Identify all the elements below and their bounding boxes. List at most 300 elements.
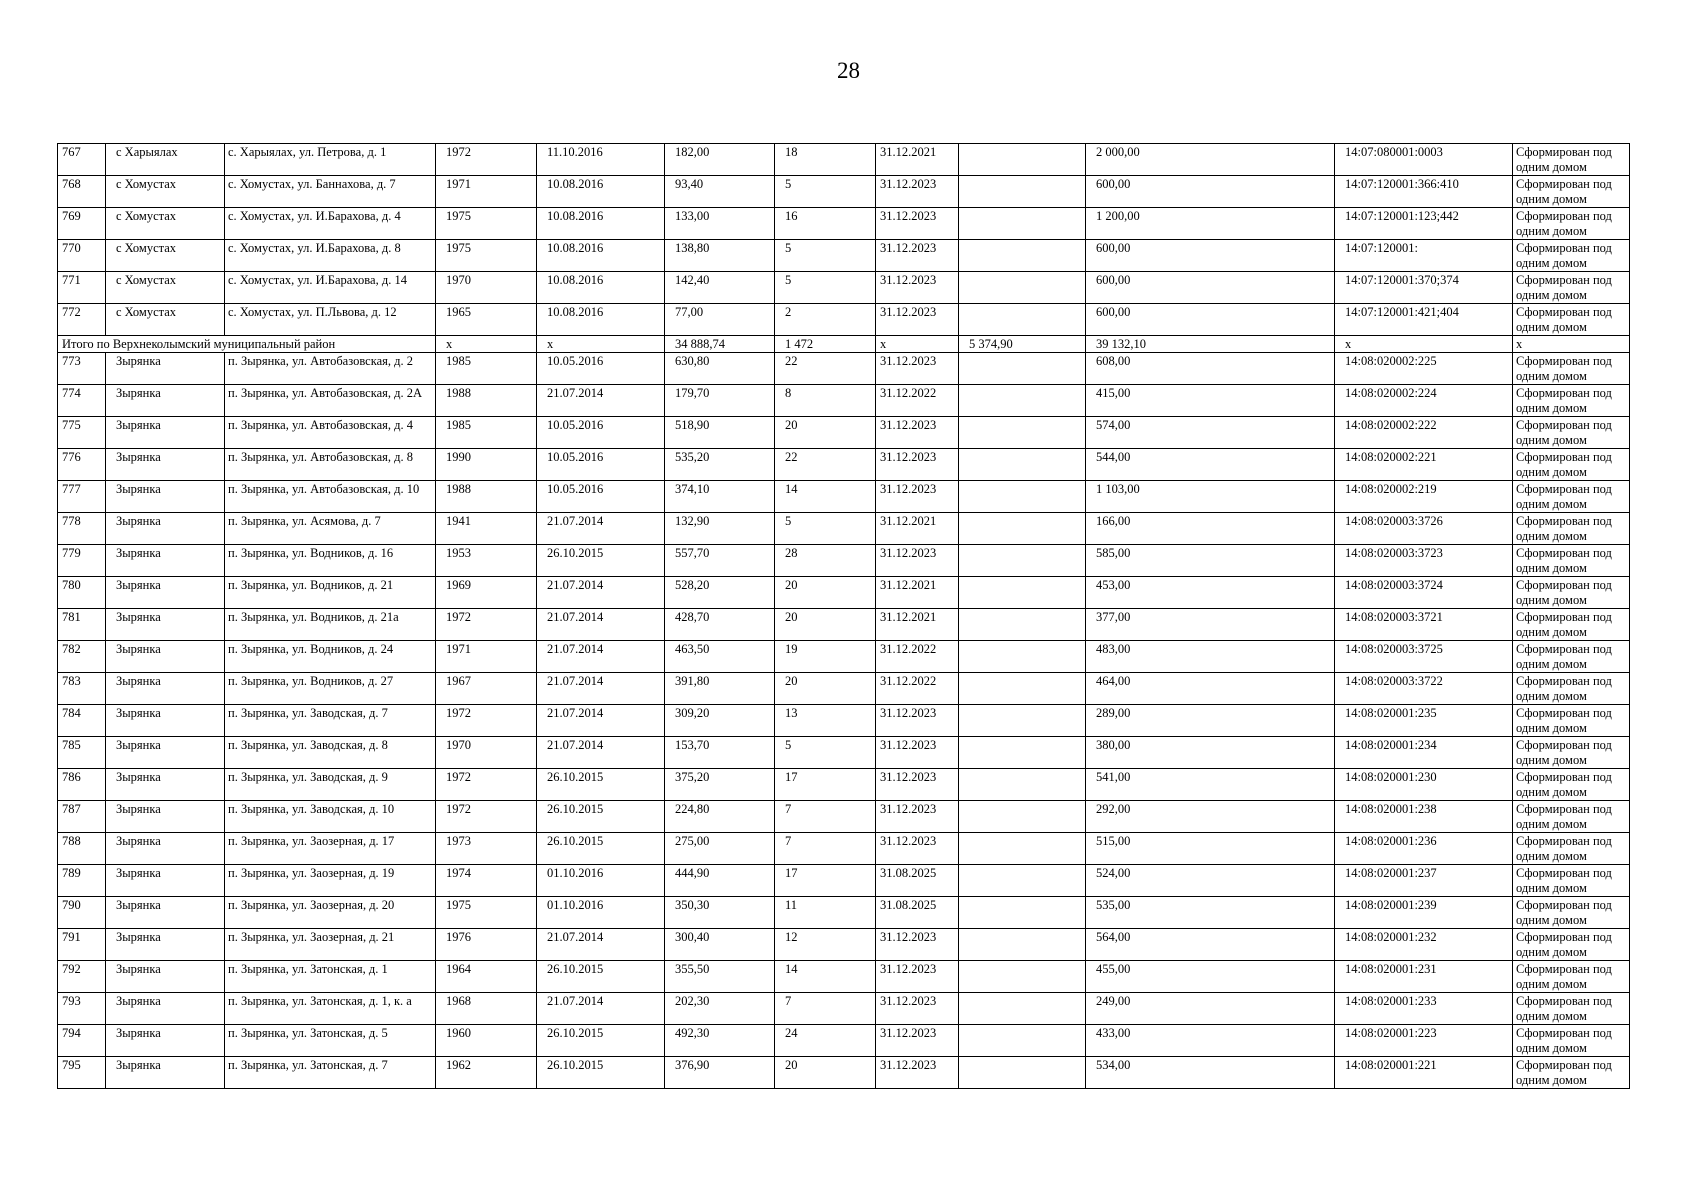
land-total-cell: 574,00 (1086, 417, 1335, 449)
cadastral-number-cell: 14:08:020003:3721 (1335, 609, 1513, 641)
table-row (58, 176, 1630, 208)
status-cell: Сформирован под одним домом (1513, 144, 1630, 176)
build-year-cell: 1976 (436, 929, 537, 961)
land-total-cell: 2 000,00 (1086, 144, 1335, 176)
table-row (58, 304, 1630, 336)
recognition-date-cell: 21.07.2014 (537, 385, 665, 417)
residents-cell: 11 (775, 897, 876, 929)
build-year-cell: 1972 (436, 705, 537, 737)
build-year-cell: 1970 (436, 737, 537, 769)
status-cell: Сформирован под одним домом (1513, 1057, 1630, 1089)
recognition-date-cell: 10.05.2016 (537, 417, 665, 449)
land-area-cell (959, 353, 1086, 385)
status-cell: Сформирован под одним домом (1513, 208, 1630, 240)
total-recognition-date-cell: x (537, 336, 665, 353)
land-area-cell (959, 1057, 1086, 1089)
table-row (58, 641, 1630, 673)
status-cell: Сформирован под одним домом (1513, 577, 1630, 609)
status-cell: Сформирован под одним домом (1513, 769, 1630, 801)
address-cell: п. Зырянка, ул. Автобазовская, д. 2 (225, 353, 436, 385)
locality-cell: Зырянка (106, 833, 225, 865)
build-year-cell: 1975 (436, 897, 537, 929)
table-row (58, 929, 1630, 961)
status-cell: Сформирован под одним домом (1513, 833, 1630, 865)
resettlement-deadline-cell: 31.12.2021 (876, 513, 959, 545)
status-cell: Сформирован под одним домом (1513, 705, 1630, 737)
area-cell: 630,80 (665, 353, 775, 385)
area-cell: 375,20 (665, 769, 775, 801)
registry-body (58, 144, 1630, 1089)
resettlement-deadline-cell: 31.12.2023 (876, 353, 959, 385)
resettlement-deadline-cell: 31.12.2023 (876, 993, 959, 1025)
locality-cell: Зырянка (106, 481, 225, 513)
land-area-cell (959, 176, 1086, 208)
table-row (58, 769, 1630, 801)
residents-cell: 20 (775, 1057, 876, 1089)
address-cell: п. Зырянка, ул. Водников, д. 21 (225, 577, 436, 609)
table-row (58, 353, 1630, 385)
build-year-cell: 1970 (436, 272, 537, 304)
locality-cell: Зырянка (106, 513, 225, 545)
residents-cell: 17 (775, 865, 876, 897)
build-year-cell: 1990 (436, 449, 537, 481)
resettlement-deadline-cell: 31.12.2021 (876, 609, 959, 641)
build-year-cell: 1941 (436, 513, 537, 545)
recognition-date-cell: 21.07.2014 (537, 513, 665, 545)
locality-cell: Зырянка (106, 865, 225, 897)
table-row (58, 993, 1630, 1025)
land-total-cell: 289,00 (1086, 705, 1335, 737)
row-number-cell: 785 (58, 737, 106, 769)
residents-cell: 20 (775, 577, 876, 609)
resettlement-deadline-cell: 31.12.2023 (876, 1025, 959, 1057)
row-number-cell: 794 (58, 1025, 106, 1057)
land-total-cell: 515,00 (1086, 833, 1335, 865)
cadastral-number-cell: 14:08:020003:3724 (1335, 577, 1513, 609)
row-number-cell: 779 (58, 545, 106, 577)
status-cell: Сформирован под одним домом (1513, 897, 1630, 929)
residents-cell: 12 (775, 929, 876, 961)
table-row (58, 513, 1630, 545)
cadastral-number-cell: 14:08:020002:219 (1335, 481, 1513, 513)
table-row (58, 385, 1630, 417)
recognition-date-cell: 10.05.2016 (537, 449, 665, 481)
land-area-cell (959, 513, 1086, 545)
resettlement-deadline-cell: 31.12.2022 (876, 673, 959, 705)
resettlement-deadline-cell: 31.12.2021 (876, 577, 959, 609)
table-row (58, 208, 1630, 240)
build-year-cell: 1953 (436, 545, 537, 577)
row-number-cell: 790 (58, 897, 106, 929)
resettlement-deadline-cell: 31.12.2023 (876, 208, 959, 240)
recognition-date-cell: 26.10.2015 (537, 833, 665, 865)
recognition-date-cell: 10.08.2016 (537, 208, 665, 240)
status-cell: Сформирован под одним домом (1513, 865, 1630, 897)
land-area-cell (959, 673, 1086, 705)
area-cell: 374,10 (665, 481, 775, 513)
table-row (58, 1057, 1630, 1089)
recognition-date-cell: 10.05.2016 (537, 353, 665, 385)
area-cell: 93,40 (665, 176, 775, 208)
land-area-cell (959, 929, 1086, 961)
land-total-cell: 524,00 (1086, 865, 1335, 897)
land-area-cell (959, 449, 1086, 481)
recognition-date-cell: 10.08.2016 (537, 304, 665, 336)
total-land-area-cell: 5 374,90 (959, 336, 1086, 353)
area-cell: 138,80 (665, 240, 775, 272)
area-cell: 133,00 (665, 208, 775, 240)
cadastral-number-cell: 14:08:020001:232 (1335, 929, 1513, 961)
residents-cell: 7 (775, 801, 876, 833)
residents-cell: 28 (775, 545, 876, 577)
status-cell: Сформирован под одним домом (1513, 272, 1630, 304)
locality-cell: Зырянка (106, 609, 225, 641)
row-number-cell: 780 (58, 577, 106, 609)
status-cell: Сформирован под одним домом (1513, 353, 1630, 385)
address-cell: п. Зырянка, ул. Заводская, д. 9 (225, 769, 436, 801)
land-area-cell (959, 897, 1086, 929)
row-number-cell: 788 (58, 833, 106, 865)
build-year-cell: 1972 (436, 801, 537, 833)
locality-cell: Зырянка (106, 993, 225, 1025)
area-cell: 376,90 (665, 1057, 775, 1089)
cadastral-number-cell: 14:08:020001:235 (1335, 705, 1513, 737)
address-cell: с. Хомустах, ул. И.Барахова, д. 14 (225, 272, 436, 304)
status-cell: Сформирован под одним домом (1513, 929, 1630, 961)
status-cell: Сформирован под одним домом (1513, 176, 1630, 208)
area-cell: 202,30 (665, 993, 775, 1025)
resettlement-deadline-cell: 31.12.2023 (876, 929, 959, 961)
land-area-cell (959, 1025, 1086, 1057)
build-year-cell: 1988 (436, 481, 537, 513)
table-row (58, 240, 1630, 272)
resettlement-deadline-cell: 31.12.2023 (876, 481, 959, 513)
build-year-cell: 1975 (436, 240, 537, 272)
row-number-cell: 773 (58, 353, 106, 385)
cadastral-number-cell: 14:08:020001:223 (1335, 1025, 1513, 1057)
area-cell: 492,30 (665, 1025, 775, 1057)
build-year-cell: 1967 (436, 673, 537, 705)
locality-cell: Зырянка (106, 545, 225, 577)
row-number-cell: 770 (58, 240, 106, 272)
address-cell: п. Зырянка, ул. Заозерная, д. 19 (225, 865, 436, 897)
total-build-year-cell: x (436, 336, 537, 353)
resettlement-deadline-cell: 31.12.2023 (876, 240, 959, 272)
status-cell: Сформирован под одним домом (1513, 449, 1630, 481)
residents-cell: 5 (775, 240, 876, 272)
residents-cell: 7 (775, 833, 876, 865)
status-cell: Сформирован под одним домом (1513, 641, 1630, 673)
land-area-cell (959, 240, 1086, 272)
residents-cell: 17 (775, 769, 876, 801)
locality-cell: Зырянка (106, 705, 225, 737)
build-year-cell: 1974 (436, 865, 537, 897)
residents-cell: 8 (775, 385, 876, 417)
address-cell: п. Зырянка, ул. Затонская, д. 1, к. а (225, 993, 436, 1025)
address-cell: п. Зырянка, ул. Водников, д. 27 (225, 673, 436, 705)
land-area-cell (959, 865, 1086, 897)
land-total-cell: 534,00 (1086, 1057, 1335, 1089)
status-cell: Сформирован под одним домом (1513, 240, 1630, 272)
status-cell: Сформирован под одним домом (1513, 737, 1630, 769)
table-row (58, 577, 1630, 609)
area-cell: 528,20 (665, 577, 775, 609)
build-year-cell: 1985 (436, 353, 537, 385)
cadastral-number-cell: 14:08:020003:3723 (1335, 545, 1513, 577)
resettlement-deadline-cell: 31.12.2023 (876, 833, 959, 865)
residents-cell: 16 (775, 208, 876, 240)
land-area-cell (959, 577, 1086, 609)
recognition-date-cell: 21.07.2014 (537, 737, 665, 769)
table-row (58, 961, 1630, 993)
row-number-cell: 781 (58, 609, 106, 641)
cadastral-number-cell: 14:08:020003:3722 (1335, 673, 1513, 705)
status-cell: Сформирован под одним домом (1513, 993, 1630, 1025)
recognition-date-cell: 26.10.2015 (537, 769, 665, 801)
resettlement-deadline-cell: 31.12.2023 (876, 769, 959, 801)
area-cell: 309,20 (665, 705, 775, 737)
recognition-date-cell: 21.07.2014 (537, 929, 665, 961)
total-area-cell: 34 888,74 (665, 336, 775, 353)
total-resettlement-deadline-cell: x (876, 336, 959, 353)
residents-cell: 20 (775, 609, 876, 641)
build-year-cell: 1968 (436, 993, 537, 1025)
area-cell: 179,70 (665, 385, 775, 417)
address-cell: п. Зырянка, ул. Затонская, д. 1 (225, 961, 436, 993)
residents-cell: 20 (775, 673, 876, 705)
build-year-cell: 1960 (436, 1025, 537, 1057)
cadastral-number-cell: 14:07:120001: (1335, 240, 1513, 272)
table-row (58, 1025, 1630, 1057)
resettlement-deadline-cell: 31.08.2025 (876, 865, 959, 897)
row-number-cell: 776 (58, 449, 106, 481)
address-cell: с. Хомустах, ул. И.Барахова, д. 4 (225, 208, 436, 240)
locality-cell: Зырянка (106, 1025, 225, 1057)
cadastral-number-cell: 14:08:020001:231 (1335, 961, 1513, 993)
land-total-cell: 433,00 (1086, 1025, 1335, 1057)
cadastral-number-cell: 14:08:020003:3725 (1335, 641, 1513, 673)
table-row (58, 833, 1630, 865)
recognition-date-cell: 10.08.2016 (537, 272, 665, 304)
cadastral-number-cell: 14:08:020002:225 (1335, 353, 1513, 385)
resettlement-deadline-cell: 31.12.2021 (876, 144, 959, 176)
residents-cell: 5 (775, 272, 876, 304)
area-cell: 350,30 (665, 897, 775, 929)
row-number-cell: 771 (58, 272, 106, 304)
residents-cell: 19 (775, 641, 876, 673)
total-residents-cell: 1 472 (775, 336, 876, 353)
land-area-cell (959, 545, 1086, 577)
locality-cell: Зырянка (106, 897, 225, 929)
locality-cell: Зырянка (106, 929, 225, 961)
resettlement-deadline-cell: 31.12.2022 (876, 641, 959, 673)
land-total-cell: 166,00 (1086, 513, 1335, 545)
resettlement-deadline-cell: 31.12.2023 (876, 705, 959, 737)
table-row (58, 737, 1630, 769)
locality-cell: с Хомустах (106, 272, 225, 304)
address-cell: п. Зырянка, ул. Автобазовская, д. 8 (225, 449, 436, 481)
residents-cell: 18 (775, 144, 876, 176)
recognition-date-cell: 21.07.2014 (537, 993, 665, 1025)
land-total-cell: 483,00 (1086, 641, 1335, 673)
residents-cell: 13 (775, 705, 876, 737)
table-row (58, 865, 1630, 897)
address-cell: п. Зырянка, ул. Водников, д. 16 (225, 545, 436, 577)
locality-cell: Зырянка (106, 769, 225, 801)
cadastral-number-cell: 14:08:020001:238 (1335, 801, 1513, 833)
residents-cell: 22 (775, 449, 876, 481)
build-year-cell: 1988 (436, 385, 537, 417)
land-area-cell (959, 801, 1086, 833)
status-cell: Сформирован под одним домом (1513, 481, 1630, 513)
resettlement-deadline-cell: 31.12.2023 (876, 801, 959, 833)
address-cell: с. Хомустах, ул. П.Львова, д. 12 (225, 304, 436, 336)
land-total-cell: 535,00 (1086, 897, 1335, 929)
address-cell: п. Зырянка, ул. Заозерная, д. 20 (225, 897, 436, 929)
recognition-date-cell: 10.08.2016 (537, 176, 665, 208)
status-cell: Сформирован под одним домом (1513, 304, 1630, 336)
status-cell: Сформирован под одним домом (1513, 801, 1630, 833)
locality-cell: с Харыялах (106, 144, 225, 176)
recognition-date-cell: 26.10.2015 (537, 1025, 665, 1057)
row-number-cell: 778 (58, 513, 106, 545)
row-number-cell: 772 (58, 304, 106, 336)
area-cell: 463,50 (665, 641, 775, 673)
status-cell: Сформирован под одним домом (1513, 417, 1630, 449)
area-cell: 300,40 (665, 929, 775, 961)
locality-cell: с Хомустах (106, 208, 225, 240)
address-cell: п. Зырянка, ул. Затонская, д. 5 (225, 1025, 436, 1057)
cadastral-number-cell: 14:07:120001:421;404 (1335, 304, 1513, 336)
recognition-date-cell: 10.08.2016 (537, 240, 665, 272)
total-row (58, 336, 1630, 353)
table-row (58, 481, 1630, 513)
land-total-cell: 600,00 (1086, 176, 1335, 208)
area-cell: 132,90 (665, 513, 775, 545)
address-cell: п. Зырянка, ул. Заводская, д. 10 (225, 801, 436, 833)
build-year-cell: 1975 (436, 208, 537, 240)
land-area-cell (959, 304, 1086, 336)
land-total-cell: 453,00 (1086, 577, 1335, 609)
address-cell: п. Зырянка, ул. Асямова, д. 7 (225, 513, 436, 545)
area-cell: 355,50 (665, 961, 775, 993)
status-cell: Сформирован под одним домом (1513, 545, 1630, 577)
total-status-cell: x (1513, 336, 1630, 353)
total-label: Итого по Верхнеколымский муниципальный район (58, 336, 436, 353)
address-cell: с. Харыялах, ул. Петрова, д. 1 (225, 144, 436, 176)
locality-cell: Зырянка (106, 1057, 225, 1089)
land-area-cell (959, 961, 1086, 993)
recognition-date-cell: 26.10.2015 (537, 801, 665, 833)
locality-cell: Зырянка (106, 961, 225, 993)
status-cell: Сформирован под одним домом (1513, 385, 1630, 417)
residents-cell: 7 (775, 993, 876, 1025)
land-total-cell: 544,00 (1086, 449, 1335, 481)
land-area-cell (959, 769, 1086, 801)
area-cell: 224,80 (665, 801, 775, 833)
recognition-date-cell: 10.05.2016 (537, 481, 665, 513)
locality-cell: Зырянка (106, 353, 225, 385)
row-number-cell: 782 (58, 641, 106, 673)
residents-cell: 5 (775, 176, 876, 208)
address-cell: с. Хомустах, ул. Баннахова, д. 7 (225, 176, 436, 208)
resettlement-deadline-cell: 31.08.2025 (876, 897, 959, 929)
residents-cell: 14 (775, 481, 876, 513)
residents-cell: 22 (775, 353, 876, 385)
land-total-cell: 1 200,00 (1086, 208, 1335, 240)
recognition-date-cell: 21.07.2014 (537, 577, 665, 609)
table-row (58, 449, 1630, 481)
build-year-cell: 1962 (436, 1057, 537, 1089)
locality-cell: с Хомустах (106, 176, 225, 208)
locality-cell: Зырянка (106, 449, 225, 481)
recognition-date-cell: 26.10.2015 (537, 545, 665, 577)
address-cell: п. Зырянка, ул. Заводская, д. 7 (225, 705, 436, 737)
build-year-cell: 1964 (436, 961, 537, 993)
land-total-cell: 1 103,00 (1086, 481, 1335, 513)
area-cell: 182,00 (665, 144, 775, 176)
land-total-cell: 249,00 (1086, 993, 1335, 1025)
status-cell: Сформирован под одним домом (1513, 1025, 1630, 1057)
build-year-cell: 1971 (436, 641, 537, 673)
status-cell: Сформирован под одним домом (1513, 609, 1630, 641)
build-year-cell: 1972 (436, 609, 537, 641)
address-cell: п. Зырянка, ул. Водников, д. 21а (225, 609, 436, 641)
residents-cell: 14 (775, 961, 876, 993)
row-number-cell: 775 (58, 417, 106, 449)
resettlement-deadline-cell: 31.12.2023 (876, 272, 959, 304)
row-number-cell: 789 (58, 865, 106, 897)
address-cell: п. Зырянка, ул. Затонская, д. 7 (225, 1057, 436, 1089)
residents-cell: 20 (775, 417, 876, 449)
area-cell: 557,70 (665, 545, 775, 577)
residents-cell: 24 (775, 1025, 876, 1057)
recognition-date-cell: 21.07.2014 (537, 609, 665, 641)
land-total-cell: 415,00 (1086, 385, 1335, 417)
recognition-date-cell: 01.10.2016 (537, 865, 665, 897)
address-cell: с. Хомустах, ул. И.Барахова, д. 8 (225, 240, 436, 272)
build-year-cell: 1969 (436, 577, 537, 609)
build-year-cell: 1972 (436, 769, 537, 801)
row-number-cell: 786 (58, 769, 106, 801)
land-area-cell (959, 641, 1086, 673)
cadastral-number-cell: 14:08:020001:230 (1335, 769, 1513, 801)
cadastral-number-cell: 14:07:120001:123;442 (1335, 208, 1513, 240)
locality-cell: с Хомустах (106, 240, 225, 272)
table-row (58, 801, 1630, 833)
residents-cell: 2 (775, 304, 876, 336)
table-row (58, 609, 1630, 641)
area-cell: 518,90 (665, 417, 775, 449)
address-cell: п. Зырянка, ул. Автобазовская, д. 2А (225, 385, 436, 417)
land-area-cell (959, 144, 1086, 176)
table-row (58, 673, 1630, 705)
cadastral-number-cell: 14:08:020001:236 (1335, 833, 1513, 865)
locality-cell: Зырянка (106, 577, 225, 609)
recognition-date-cell: 11.10.2016 (537, 144, 665, 176)
area-cell: 153,70 (665, 737, 775, 769)
housing-registry-table (57, 143, 1630, 1089)
address-cell: п. Зырянка, ул. Заозерная, д. 21 (225, 929, 436, 961)
table-row (58, 705, 1630, 737)
land-area-cell (959, 993, 1086, 1025)
row-number-cell: 784 (58, 705, 106, 737)
locality-cell: Зырянка (106, 417, 225, 449)
land-area-cell (959, 272, 1086, 304)
table-row (58, 417, 1630, 449)
locality-cell: с Хомустах (106, 304, 225, 336)
cadastral-number-cell: 14:08:020002:222 (1335, 417, 1513, 449)
